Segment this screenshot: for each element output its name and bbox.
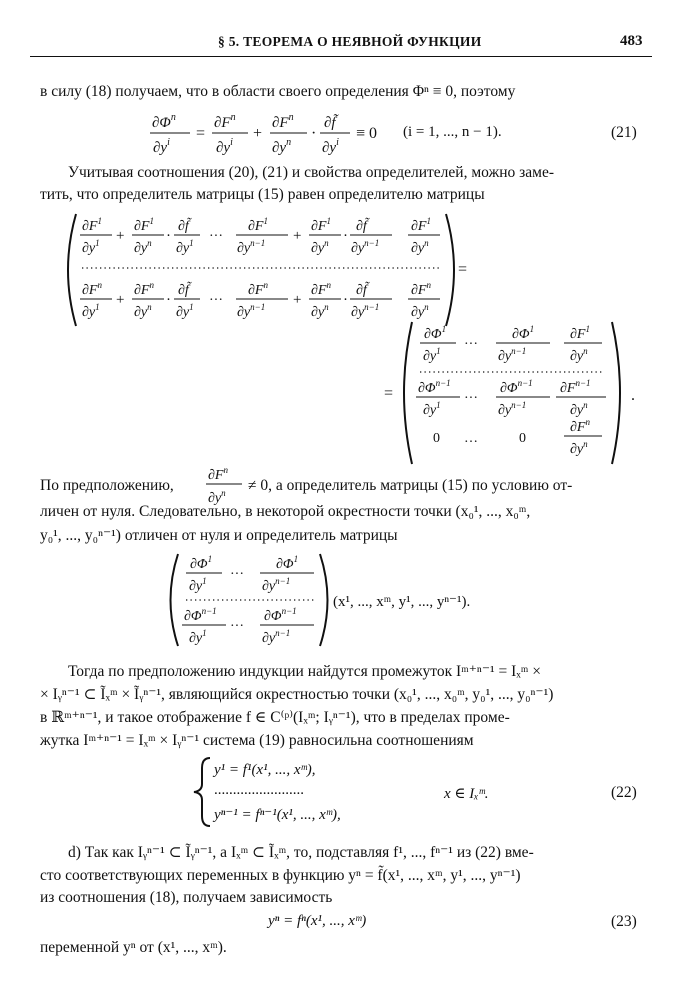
matrix-arguments: (x¹, ..., xᵐ, y¹, ..., yⁿ⁻¹).: [333, 594, 471, 610]
matrix-partial-derivatives-F: [62, 210, 502, 330]
svg-text:∂yn−1: $\partial y^{n-1}$: [351, 302, 380, 320]
text-line: в ℝᵐ⁺ⁿ⁻¹, и такое отображение f ∈ C⁽ᵖ⁾(Iₓᵐ; Iᵧⁿ⁻¹), что в пределах проме-: [40, 709, 510, 726]
matrix-partial-derivatives-Phi-reduced: [164, 550, 334, 650]
svg-text:∂Φ1: $\partial\Phi^1$: [512, 324, 535, 342]
svg-text:∂F1: $\partial F^1$: [311, 216, 331, 234]
svg-text:·: ·: [166, 292, 171, 308]
text-line: Тогда по предположению индукции найдутся промежуток Iᵐ⁺ⁿ⁻¹ = Iₓᵐ ×: [68, 663, 541, 680]
svg-text:∂f̃: ∂f̃: [356, 283, 367, 298]
svg-text:+: +: [293, 228, 302, 244]
svg-text:∂y1: $\partial y^1$: [82, 238, 100, 256]
svg-text:∂Φn−1: $\partial\Phi^{n-1}$: [418, 378, 451, 396]
svg-text:∂Φ1: $\partial\Phi^1$: [190, 554, 213, 572]
system-22-row-1: y¹ = f¹(x¹, ..., xᵐ),: [214, 762, 316, 778]
svg-text:∂Fn: $\partial F^n$: [214, 112, 236, 131]
svg-text:∂Φn−1: $\partial\Phi^{n-1}$: [264, 606, 297, 624]
svg-text:+: +: [116, 292, 125, 308]
svg-text:···: ···: [464, 337, 478, 352]
equation-tag-22: (22): [611, 784, 637, 801]
svg-text:=: =: [384, 385, 394, 402]
text-line: × Iᵧⁿ⁻¹ ⊂ Ĩₓᵐ × Ĩᵧⁿ⁻¹, являющийся окрестностью точки (x₀¹, ..., x₀ᵐ, y₀¹, ..., y₀ⁿ⁻¹): [40, 686, 554, 703]
svg-text:∂y1: $\partial y^1$: [176, 302, 194, 320]
text-line: жутка Iᵐ⁺ⁿ⁻¹ = Iₓᵐ × Iᵧⁿ⁻¹ система (19) равносильна соотношениям: [40, 732, 474, 749]
svg-text:=: =: [196, 125, 206, 142]
svg-text:∂f̃: ∂f̃: [178, 283, 189, 298]
svg-text:∂yn: $\partial y^n$: [411, 302, 429, 320]
svg-text:∂yn: $\partial y^n$: [570, 400, 588, 418]
svg-text:∂F1: $\partial F^1$: [248, 216, 268, 234]
text-line: ≠ 0, а определитель матрицы (15) по условию от-: [248, 477, 573, 494]
text-line: d) Так как Iᵧⁿ⁻¹ ⊂ Ĩᵧⁿ⁻¹, а Iₓᵐ ⊂ Ĩₓᵐ, то, подставляя f¹, ..., fⁿ⁻¹ из (22) вме-: [68, 844, 534, 861]
svg-text:···: ···: [230, 567, 244, 582]
svg-text:∂yn−1: $\partial y^{n-1}$: [237, 302, 266, 320]
system-22-row-2: ........................: [214, 782, 304, 798]
svg-text:∂yn−1: $\partial y^{n-1}$: [262, 628, 291, 646]
text-line: Учитывая соотношения (20), (21) и свойства определителей, можно заме-: [68, 164, 554, 181]
svg-text:∂F1: $\partial F^1$: [411, 216, 431, 234]
svg-text:∂Fn: $\partial F^n$: [272, 112, 294, 131]
svg-text:∂yi: $\partial y^i$: [216, 137, 233, 156]
svg-text:∂yn−1: $\partial y^{n-1}$: [237, 238, 266, 256]
text-line: из соотношения (18), получаем зависимость: [40, 889, 333, 906]
svg-text:+: +: [293, 292, 302, 308]
system-22-condition: x ∈ Iₓᵐ.: [444, 786, 489, 802]
svg-text:∂y1: $\partial y^1$: [423, 400, 441, 418]
text-line: в силу (18) получаем, что в области своего определения Φⁿ ≡ 0, поэтому: [40, 83, 516, 100]
svg-text:∂Fn: $\partial F^n$: [311, 280, 331, 298]
svg-text:∂y1: $\partial y^1$: [189, 628, 207, 646]
equation-tag-21: (21): [611, 124, 637, 141]
svg-text:∂yn: $\partial y^n$: [134, 302, 152, 320]
system-22-row-3: yⁿ⁻¹ = fⁿ⁻¹(x¹, ..., xᵐ),: [214, 807, 341, 823]
svg-text:+: +: [116, 228, 125, 244]
text-line: y₀¹, ..., y₀ⁿ⁻¹) отличен от нуля и определитель матрицы: [40, 527, 398, 544]
svg-text:∂yn−1: $\partial y^{n-1}$: [351, 238, 380, 256]
svg-text:.: .: [631, 387, 635, 404]
svg-text:∂Φn−1: $\partial\Phi^{n-1}$: [184, 606, 217, 624]
text-line: переменной yⁿ от (x¹, ..., xᵐ).: [40, 939, 227, 956]
svg-text:…: …: [464, 431, 478, 446]
svg-text:+: +: [253, 125, 263, 142]
svg-text:·: ·: [343, 292, 348, 308]
svg-text:∂f̃: ∂f̃: [356, 219, 367, 234]
svg-text:∂Φn: $\partial\Phi^n$: [152, 112, 176, 131]
svg-text:∂Φ1: $\partial\Phi^1$: [276, 554, 299, 572]
svg-text:∂F1: $\partial F^1$: [134, 216, 154, 234]
text-line: личен от нуля. Следовательно, в некоторой окрестности точки (x₀¹, ..., x₀ᵐ,: [40, 503, 531, 520]
text-line: сто соответствующих переменных в функцию yⁿ = f̃(x¹, ..., xᵐ, y¹, ..., yⁿ⁻¹): [40, 867, 521, 884]
svg-text:≡ 0: ≡ 0: [356, 125, 378, 142]
svg-text:·: ·: [343, 228, 348, 244]
running-header-title: § 5. ТЕОРЕМА О НЕЯВНОЙ ФУНКЦИИ: [218, 34, 482, 49]
svg-text:∂y1: $\partial y^1$: [189, 576, 207, 594]
svg-text:∂yn: $\partial y^n$: [411, 238, 429, 256]
svg-text:·: ·: [311, 125, 317, 142]
svg-text:∂yn: $\partial y^n$: [311, 302, 329, 320]
svg-text:0: 0: [519, 431, 526, 446]
svg-text:∂yn−1: $\partial y^{n-1}$: [498, 400, 527, 418]
svg-text:0: 0: [433, 431, 440, 446]
svg-text:∂yn: $\partial y^n$: [570, 346, 588, 364]
svg-text:∂yn−1: $\partial y^{n-1}$: [262, 576, 291, 594]
equation-21: [150, 108, 420, 158]
equation-23: yⁿ = fⁿ(x¹, ..., xᵐ): [268, 913, 367, 929]
svg-text:···: ···: [464, 391, 478, 406]
svg-text:∂F1: $\partial F^1$: [82, 216, 102, 234]
inline-fraction-dFn-dyn: [204, 462, 246, 508]
equation-21-condition: (i = 1, ..., n − 1).: [403, 124, 502, 140]
equation-tag-23: (23): [611, 913, 637, 930]
svg-text:∂f̃: ∂f̃: [178, 219, 189, 234]
svg-text:···: ···: [230, 619, 244, 634]
svg-text:=: =: [458, 261, 468, 278]
svg-text:∂Φ1: $\partial\Phi^1$: [424, 324, 447, 342]
svg-text:∂yi: $\partial y^i$: [322, 137, 339, 156]
matrix-partial-derivatives-Phi: [380, 318, 640, 468]
svg-text:∂y1: $\partial y^1$: [82, 302, 100, 320]
svg-text:∂F1: $\partial F^1$: [570, 324, 590, 342]
svg-text:···: ···: [209, 293, 223, 308]
svg-text:∂Fn: $\partial F^n$: [134, 280, 154, 298]
svg-text:∂yn: $\partial y^n$: [134, 238, 152, 256]
svg-text:∂f̃: ∂f̃: [324, 115, 336, 131]
svg-text:∂Fn: $\partial F^n$: [411, 280, 431, 298]
svg-text:∂Fn: $\partial F^n$: [248, 280, 268, 298]
svg-text:∂yn: $\partial y^n$: [272, 137, 292, 156]
svg-text:∂yn: $\partial y^n$: [208, 488, 226, 506]
svg-text:·: ·: [166, 228, 171, 244]
svg-text:∂yi: $\partial y^i$: [153, 137, 170, 156]
svg-text:∂Fn: $\partial F^n$: [570, 417, 590, 435]
svg-text:∂Fn−1: $\partial F^{n-1}$: [560, 378, 591, 396]
text-line: По предположению,: [40, 477, 174, 494]
text-line: тить, что определитель матрицы (15) равен определителю матрицы: [40, 186, 485, 203]
header-rule: [30, 56, 652, 57]
svg-text:∂yn: $\partial y^n$: [311, 238, 329, 256]
svg-text:∂Fn: $\partial F^n$: [82, 280, 102, 298]
left-brace: [190, 756, 214, 828]
svg-text:···: ···: [209, 229, 223, 244]
svg-text:∂yn: $\partial y^n$: [570, 439, 588, 457]
svg-text:∂Φn−1: $\partial\Phi^{n-1}$: [500, 378, 533, 396]
svg-text:∂Fn: $\partial F^n$: [208, 465, 228, 483]
svg-text:∂y1: $\partial y^1$: [176, 238, 194, 256]
page-number: 483: [620, 33, 643, 49]
svg-text:∂yn−1: $\partial y^{n-1}$: [498, 346, 527, 364]
svg-text:∂y1: $\partial y^1$: [423, 346, 441, 364]
